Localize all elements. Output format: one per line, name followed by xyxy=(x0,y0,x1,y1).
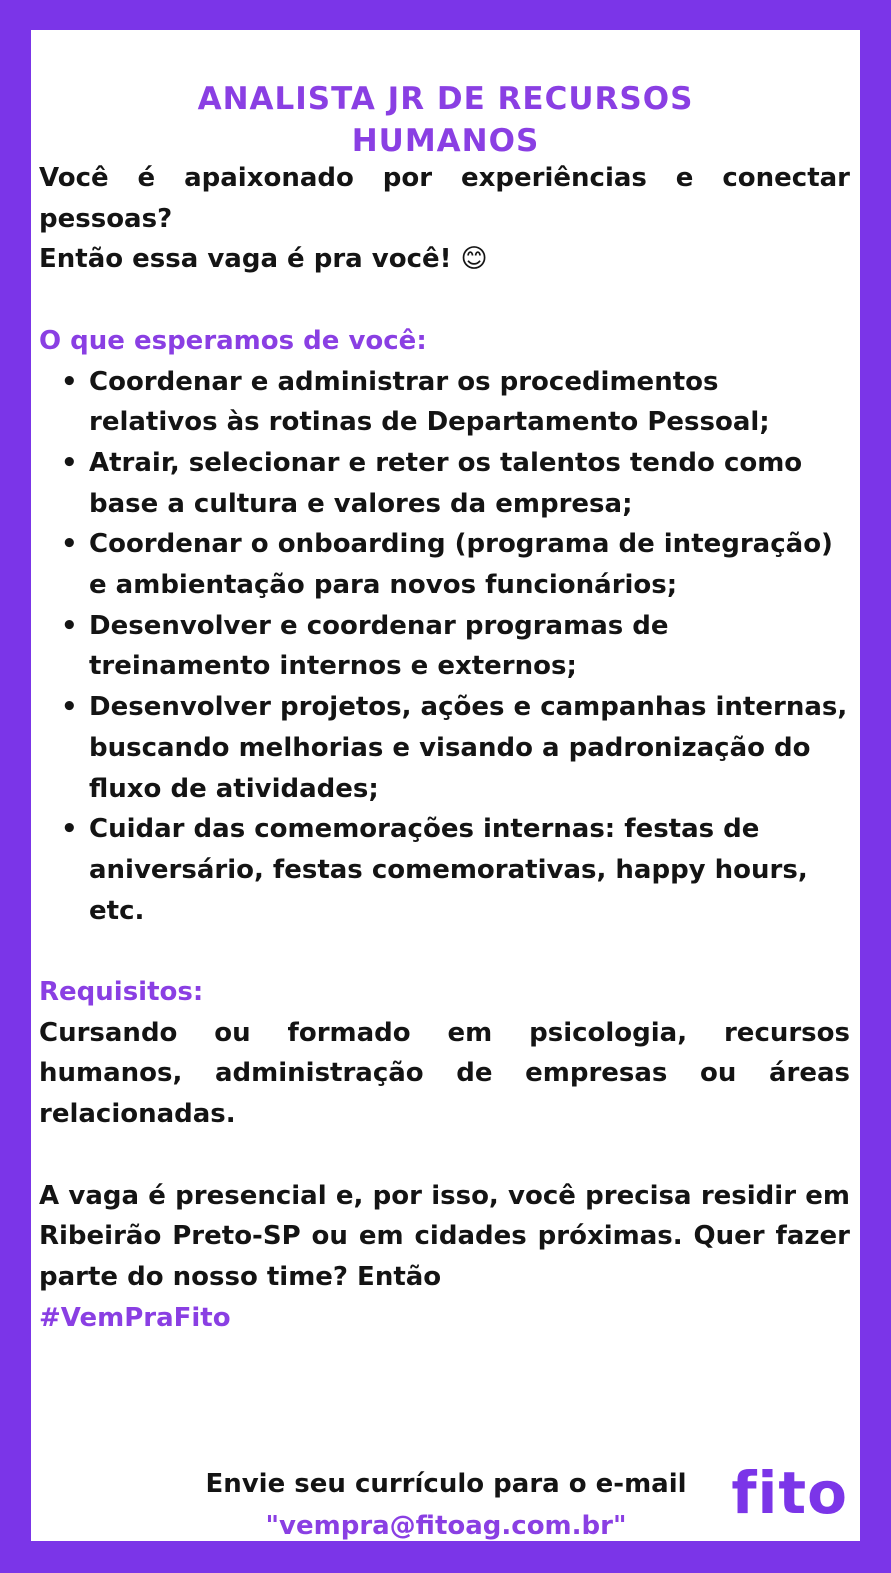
spacer xyxy=(39,1135,850,1176)
footer-contact xyxy=(151,1463,741,1547)
list-item: • Coordenar o onboarding (programa de integração) e ambientação para novos funcionários; xyxy=(39,524,850,605)
list-item: • Desenvolver e coordenar programas de treinamento internos e externos; xyxy=(39,606,850,687)
job-title xyxy=(31,78,860,162)
intro-question: Você é apaixonado por experiências e conectar pessoas? xyxy=(39,163,850,234)
job-description xyxy=(39,158,850,1338)
job-title-line-2: HUMANOS xyxy=(351,123,540,159)
spacer xyxy=(39,931,850,972)
fito-logo: fito xyxy=(731,1459,848,1527)
requirements-heading: Requisitos: xyxy=(39,977,204,1008)
list-item: • Cuidar das comemorações internas: festas de aniversário, festas comemorativas, happy hours, etc. xyxy=(39,809,850,931)
footer-cta: Envie seu currículo para o e-mail xyxy=(205,1469,687,1499)
job-card xyxy=(31,30,860,1541)
hashtag: #VemPraFito xyxy=(39,1302,231,1333)
expectations-heading: O que esperamos de você: xyxy=(39,325,427,356)
intro-tagline: Então essa vaga é pra você! 😊 xyxy=(39,244,488,275)
list-item: • Coordenar e administrar os procedimentos relativos às rotinas de Departamento Pessoal; xyxy=(39,362,850,443)
list-item: • Atrair, selecionar e reter os talentos tendo como base a cultura e valores da empresa; xyxy=(39,443,850,524)
location-text: A vaga é presencial e, por isso, você precisa residir em Ribeirão Preto-SP ou em cidades próximas. Quer fazer parte do nosso time? Então xyxy=(39,1180,850,1292)
spacer xyxy=(39,280,850,321)
list-item: • Desenvolver projetos, ações e campanhas internas, buscando melhorias e visando a padronização do fluxo de atividades; xyxy=(39,687,850,809)
footer-email: "vempra@fitoag.com.br" xyxy=(265,1511,627,1541)
job-title-line-1: ANALISTA JR DE RECURSOS xyxy=(197,81,694,117)
expectations-list xyxy=(39,362,850,932)
requirements-text: Cursando ou formado em psicologia, recursos humanos, administração de empresas ou áreas relacionadas. xyxy=(39,1017,850,1130)
